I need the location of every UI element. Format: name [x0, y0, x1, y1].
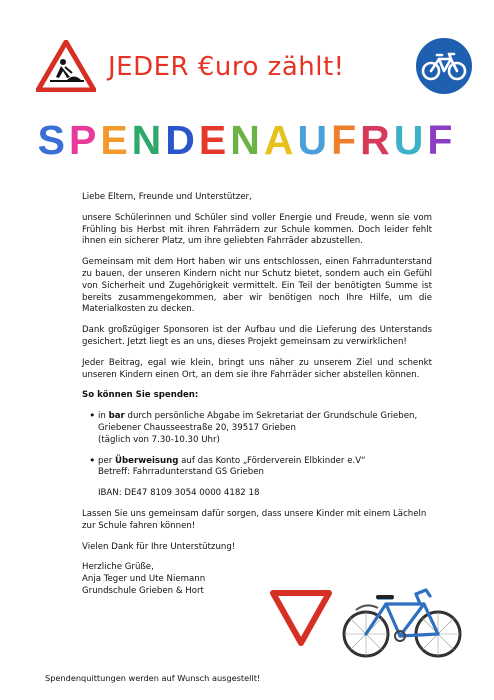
option-cash [90, 411, 432, 446]
paragraph-3: Dank großzügiger Sponsoren ist der Aufbau und die Lieferung des Unterstands gesichert. Jetzt liegt es an uns, dieses Projekt gemeinsam zu verwirklichen! [82, 325, 432, 347]
how-to-donate-heading: So können Sie spenden: [82, 390, 199, 401]
option-transfer-rest: auf das Konto „Förderverein Elbkinder e.V“ [178, 455, 366, 466]
paragraph-4: Jeder Beitrag, egal wie klein, bringt uns näher zu unserem Ziel und schenkt unseren Kindern einen Ort, an dem sie ihre Fahrräder sicher abstellen können. [82, 357, 432, 380]
footer-note: Spendenquittungen werden auf Wunsch ausgestellt! [45, 673, 261, 683]
signature-line-1: Herzliche Grüße, [82, 562, 154, 573]
headline: JEDER €uro zählt! [108, 52, 345, 82]
option-cash-bold: bar [108, 411, 125, 422]
option-transfer-bold: Überweisung [115, 455, 179, 466]
paragraph-2: Gemeinsam mit dem Hort haben wir uns entschlossen, einen Fahrradunterstand zu bauen, der unseren Kindern nicht nur Schutz bietet, sondern auch ein Gefühl von Sicherheit und Zugehörigkeit vermittelt. Ein Teil der benötigten Summe ist bereits zusammengekommen, aber wir benötigen noch Ihre Hilfe, um die Materialkosten zu decken. [82, 257, 432, 315]
thanks: Vielen Dank für Ihre Unterstützung! [82, 541, 236, 552]
title-letter: D [165, 117, 199, 163]
option-cash-address: Griebener Chausseestraße 20, 39517 Grieben [98, 422, 296, 433]
title-letter: P [68, 117, 101, 163]
title-letter: A [263, 117, 298, 163]
title-letter: E [100, 117, 132, 163]
title-letter: R [360, 117, 394, 163]
option-transfer-subject: Betreff: Fahrradunterstand GS Grieben [98, 467, 264, 478]
closing-paragraph: Lassen Sie uns gemeinsam dafür sorgen, dass unsere Kinder mit einem Lächeln zur Schule fahren können! [82, 508, 427, 531]
title-letter: S [37, 117, 69, 163]
yield-sign-icon [270, 590, 332, 646]
paragraph-1: unsere Schülerinnen und Schüler sind voller Energie und Freude, wenn sie vom Frühling bis Herbst mit ihren Fahrrädern zur Schule kommen. Doch leider fehlt ihnen ein sicherer Platz, um ihre geliebten Fahrräder abzustellen. [82, 212, 432, 247]
letter-body [82, 192, 432, 607]
signature-line-3: Grundschule Grieben & Hort [82, 585, 204, 596]
title-letter: E [198, 117, 231, 163]
signature-line-2: Anja Teger und Ute Niemann [82, 574, 206, 585]
greeting: Liebe Eltern, Freunde und Unterstützer, [82, 192, 252, 202]
title-letter: N [131, 117, 166, 163]
option-cash-rest: durch persönliche Abgabe im Sekretariat der Grundschule Grieben, [124, 411, 418, 422]
bicycle-path-sign-icon [413, 35, 475, 97]
title-letter: N [230, 117, 264, 163]
option-transfer-prefix: per [98, 455, 116, 466]
title-spendenaufruf [0, 117, 494, 164]
title-letter: U [393, 117, 428, 163]
title-letter: U [297, 117, 332, 163]
option-cash-hours: (täglich von 7.30-10.30 Uhr) [98, 434, 220, 445]
title-letter: F [331, 117, 361, 163]
option-transfer [90, 456, 432, 480]
iban: IBAN: DE47 8109 3054 0000 4182 18 [98, 488, 260, 499]
roadwork-sign-icon [36, 40, 96, 92]
bicycle-icon [338, 584, 466, 660]
donation-options [82, 411, 432, 479]
option-cash-prefix: in [98, 411, 109, 422]
title-letter: F [427, 117, 457, 163]
